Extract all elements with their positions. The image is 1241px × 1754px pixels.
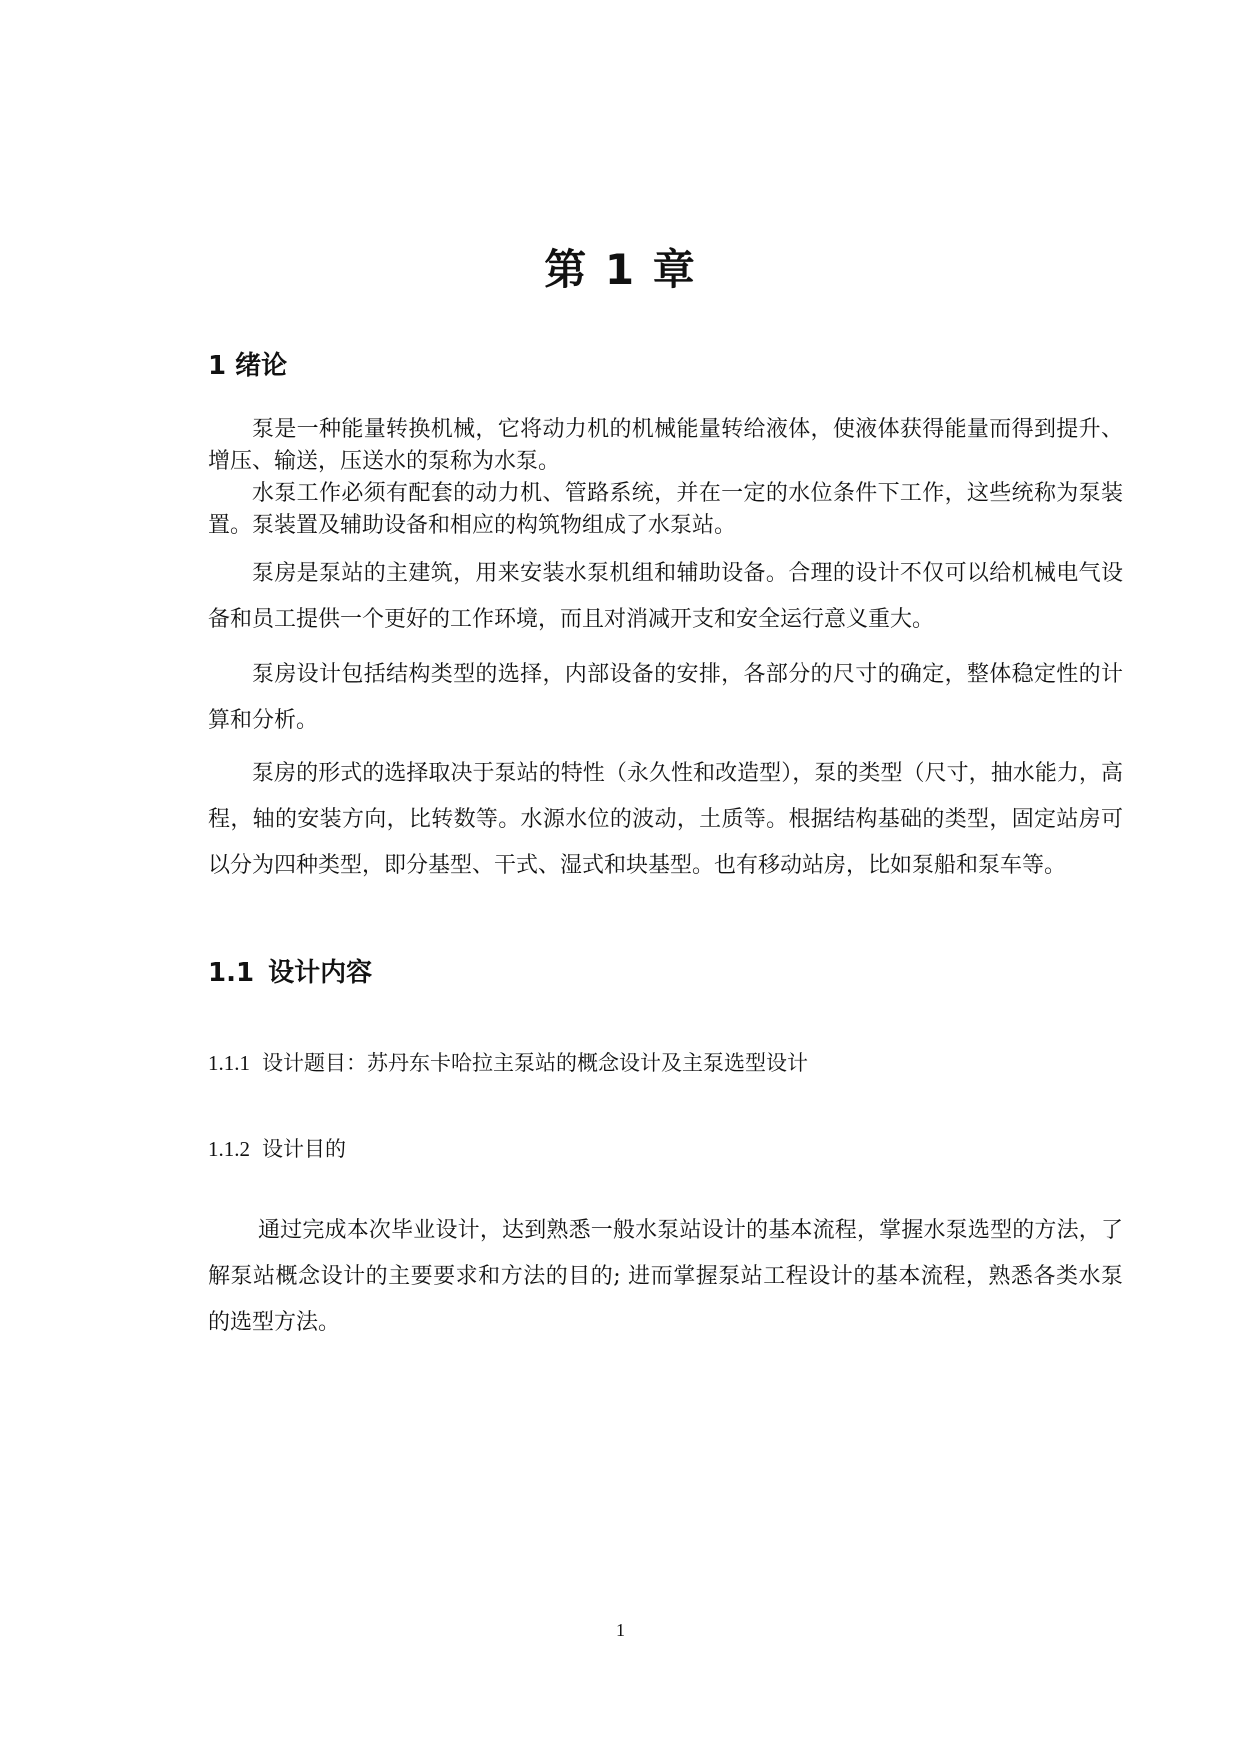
subsection-label: 设计目的 — [262, 1137, 346, 1161]
paragraph-5: 泵房的形式的选择取决于泵站的特性（永久性和改造型），泵的类型（尺寸，抽水能力，高程，轴的安装方向，比转数等。水源水位的波动，土质等。根据结构基础的类型，固定站房可以分为四种类型，即分基型、干式、湿式和块基型。也有移动站房，比如泵船和泵车等。 — [208, 761, 1123, 878]
section-title: 设计内容 — [268, 958, 373, 988]
subsection-number: 1.1.1 — [208, 1051, 250, 1075]
paragraph-design-purpose: 通过完成本次毕业设计，达到熟悉一般水泵站设计的基本流程，掌握水泵选型的方法，了解泵站概念设计的主要要求和方法的目的; 进而掌握泵站工程设计的基本流程，熟悉各类水泵的选型方法。 — [208, 1218, 1123, 1335]
paragraph-4: 泵房设计包括结构类型的选择，内部设备的安排，各部分的尺寸的确定，整体稳定性的计算和分析。 — [208, 662, 1123, 733]
section-number: 1.1 — [208, 958, 255, 988]
section-heading-1-1-1 — [208, 1046, 808, 1080]
section-heading-1-1-2 — [208, 1132, 346, 1166]
subsection-label: 设计题目： — [262, 1051, 367, 1075]
paragraph-3: 泵房是泵站的主建筑，用来安装水泵机组和辅助设备。合理的设计不仅可以给机械电气设备和员工提供一个更好的工作环境，而且对消减开支和安全运行意义重大。 — [208, 561, 1123, 632]
subsection-number: 1.1.2 — [208, 1137, 250, 1161]
paragraph-1: 泵是一种能量转换机械，它将动力机的机械能量转给液体，使液体获得能量而得到提升、增压、输送，压送水的泵称为水泵。 — [208, 417, 1123, 474]
design-topic-text: 苏丹东卡哈拉主泵站的概念设计及主泵选型设计 — [367, 1051, 808, 1075]
section-heading-1: 1 绪论 — [208, 351, 288, 381]
chapter-title: 第 1 章 — [544, 245, 697, 294]
page-number: 1 — [616, 1620, 625, 1640]
section-heading-1-1 — [208, 953, 372, 993]
paragraph-2: 水泵工作必须有配套的动力机、管路系统，并在一定的水位条件下工作，这些统称为泵装置。泵装置及辅助设备和相应的构筑物组成了水泵站。 — [208, 481, 1123, 538]
